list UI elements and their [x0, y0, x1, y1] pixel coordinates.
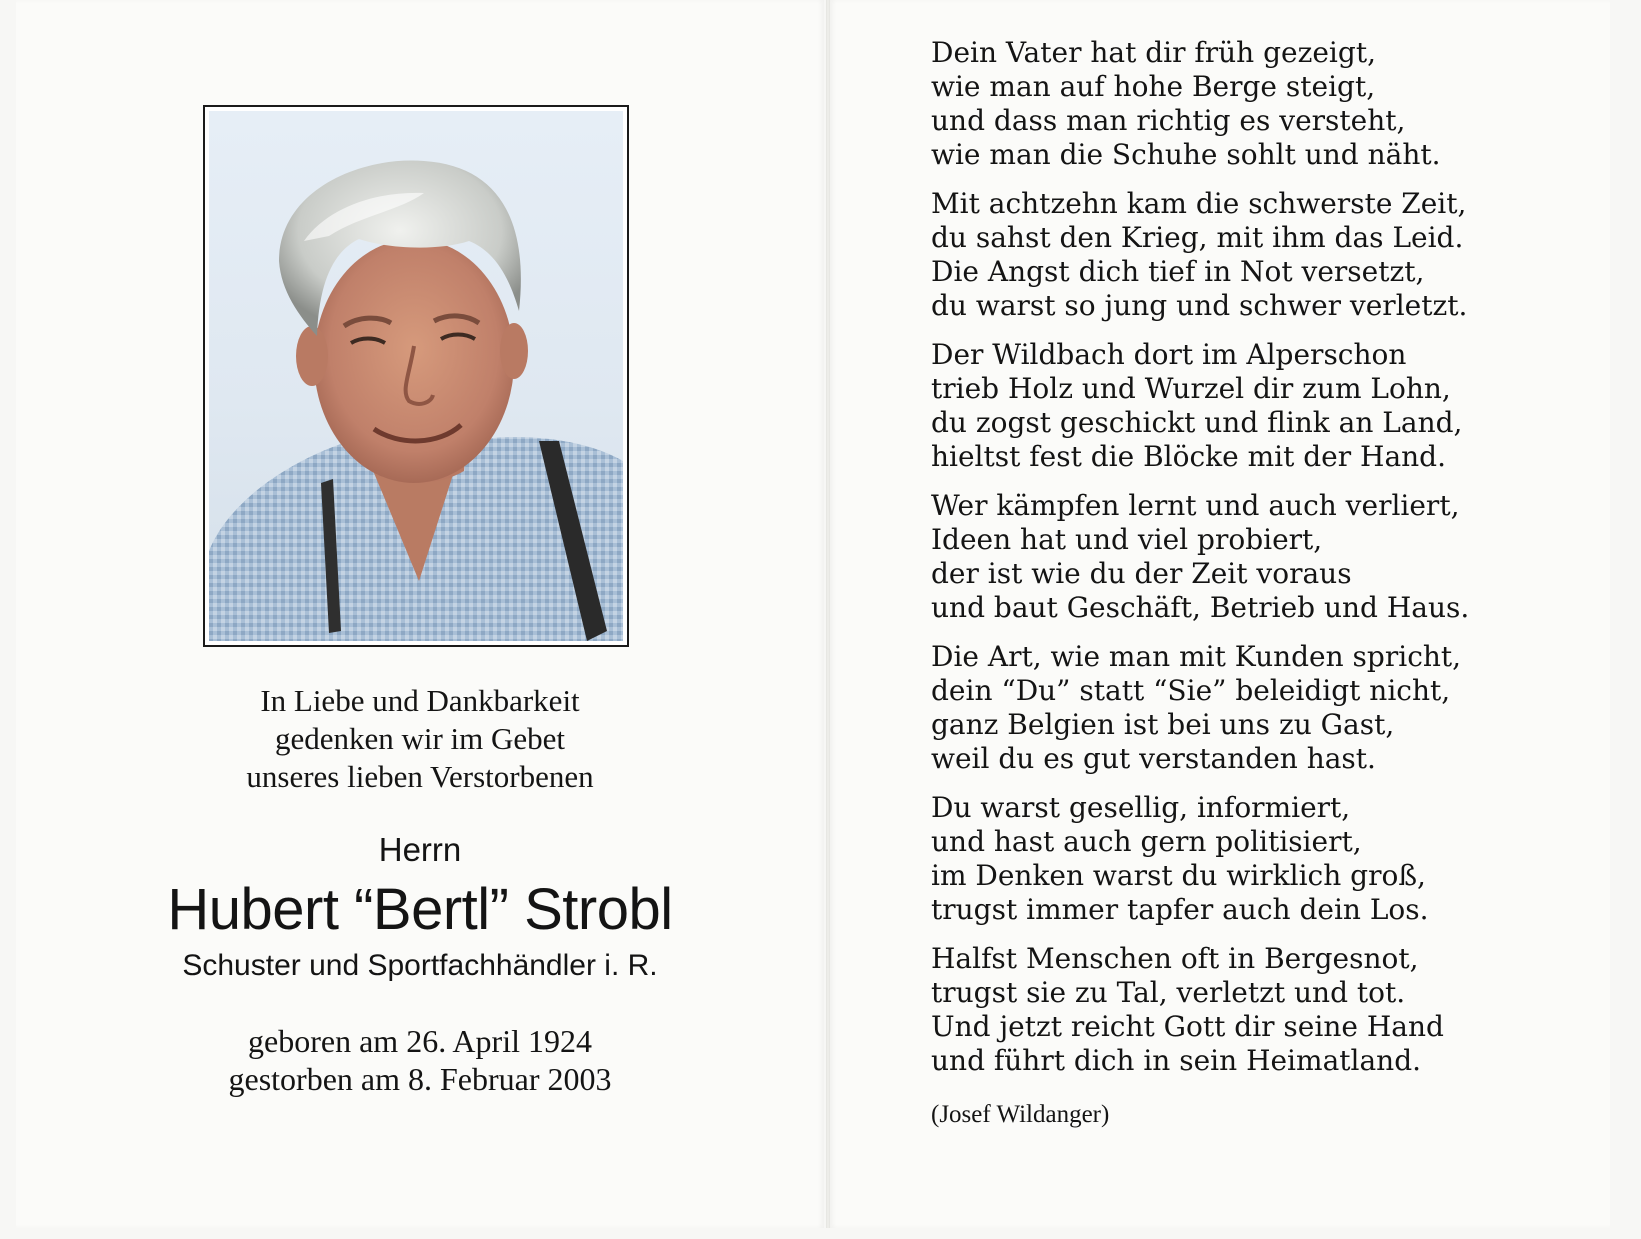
poem-stanza [931, 338, 1571, 474]
life-dates [16, 1022, 824, 1098]
poem-line: der ist wie du der Zeit voraus [931, 557, 1352, 590]
poem-stanza [931, 489, 1571, 625]
poem-author: (Josef Wildanger) [931, 1101, 1110, 1128]
poem-stanza [931, 791, 1571, 927]
poem-stanza [931, 187, 1571, 323]
death-date: gestorben am 8. Februar 2003 [228, 1061, 612, 1097]
birth-date: geboren am 26. April 1924 [248, 1023, 592, 1059]
poem-line: dein “Du” statt “Sie” beleidigt nicht, [931, 674, 1451, 707]
dedication-line: unseres lieben Verstorbenen [246, 759, 594, 794]
poem-line: Halfst Menschen oft in Bergesnot, [931, 942, 1419, 975]
dedication-line: In Liebe und Dankbarkeit [260, 683, 580, 718]
portrait-photo [209, 111, 623, 641]
poem-line: Wer kämpfen lernt und auch verliert, [931, 489, 1460, 522]
poem-line: Der Wildbach dort im Alperschon [931, 338, 1407, 371]
poem-line: Und jetzt reicht Gott dir seine Hand [931, 1010, 1444, 1043]
poem-line: und führt dich in sein Heimatland. [931, 1044, 1422, 1077]
poem-line: weil du es gut verstanden hast. [931, 742, 1376, 775]
poem-stanza [931, 36, 1571, 172]
occupation: Schuster und Sportfachhändler i. R. [182, 949, 658, 982]
portrait-illustration [209, 111, 623, 641]
poem-line: im Denken warst du wirklich groß, [931, 859, 1426, 892]
poem-line: und hast auch gern politisiert, [931, 825, 1362, 858]
poem-line: wie man die Schuhe sohlt und näht. [931, 138, 1441, 171]
poem [931, 36, 1571, 1093]
poem-line: du zogst geschickt und flink an Land, [931, 406, 1463, 439]
poem-line: Die Art, wie man mit Kunden spricht, [931, 640, 1462, 673]
poem-line: und dass man richtig es versteht, [931, 104, 1406, 137]
memorial-dedication [16, 682, 824, 796]
poem-line: Die Angst dich tief in Not versetzt, [931, 255, 1425, 288]
poem-line: Ideen hat und viel probiert, [931, 523, 1323, 556]
poem-line: wie man auf hohe Berge steigt, [931, 70, 1376, 103]
portrait-frame [203, 105, 629, 647]
poem-line: Mit achtzehn kam die schwerste Zeit, [931, 187, 1467, 220]
poem-line: du warst so jung und schwer verletzt. [931, 289, 1468, 322]
poem-line: Du warst gesellig, informiert, [931, 791, 1351, 824]
honorific: Herrn [378, 831, 462, 868]
deceased-name: Hubert “Bertl” Strobl [167, 877, 673, 942]
poem-line: du sahst den Krieg, mit ihm das Leid. [931, 221, 1464, 254]
poem-line: hieltst fest die Blöcke mit der Hand. [931, 440, 1447, 473]
poem-line: trieb Holz und Wurzel dir zum Lohn, [931, 372, 1451, 405]
poem-stanza [931, 640, 1571, 776]
poem-line: Dein Vater hat dir früh gezeigt, [931, 36, 1376, 69]
poem-line: ganz Belgien ist bei uns zu Gast, [931, 708, 1395, 741]
poem-line: und baut Geschäft, Betrieb und Haus. [931, 591, 1470, 624]
poem-line: trugst sie zu Tal, verletzt und tot. [931, 976, 1406, 1009]
dedication-line: gedenken wir im Gebet [274, 721, 566, 756]
poem-line: trugst immer tapfer auch dein Los. [931, 893, 1429, 926]
poem-stanza [931, 942, 1571, 1078]
